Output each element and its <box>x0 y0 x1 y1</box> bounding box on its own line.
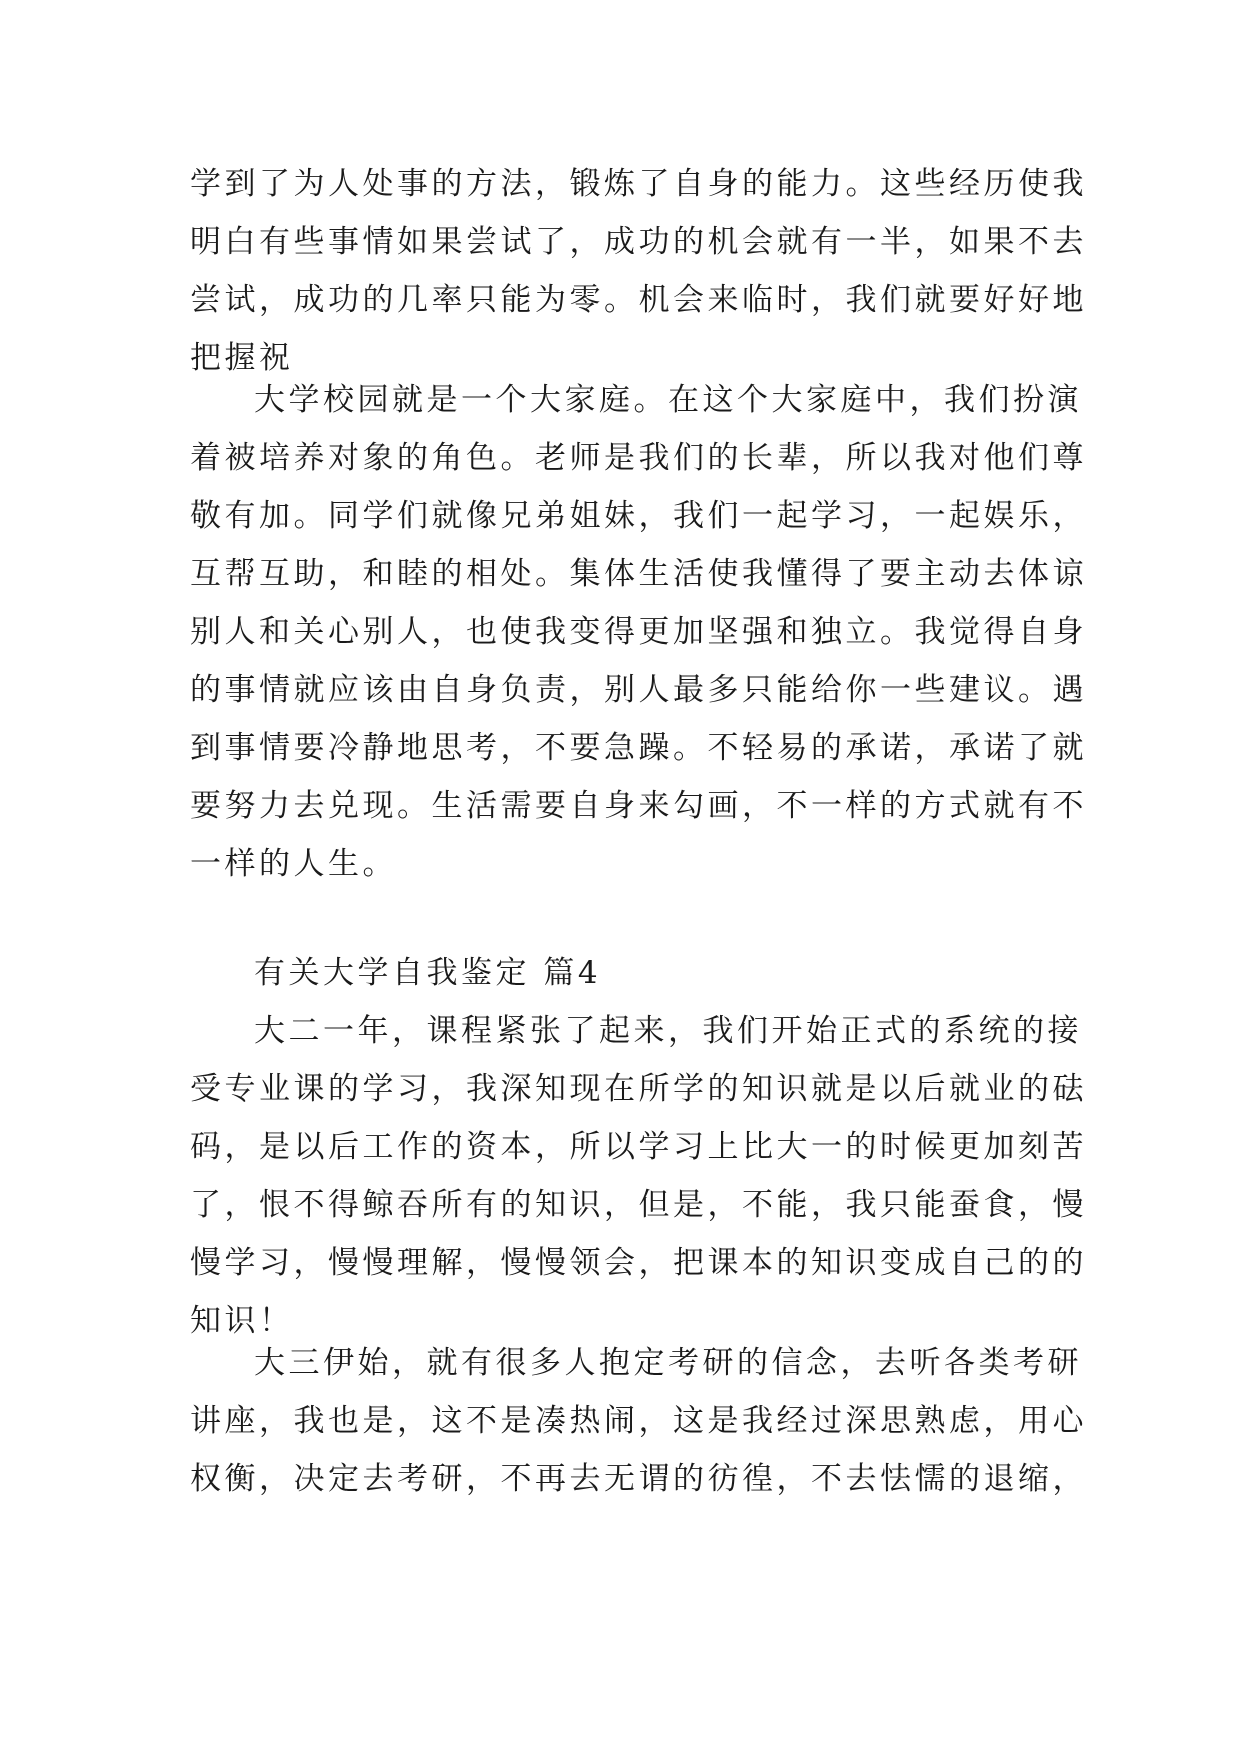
paragraph-campus-life <box>190 371 1087 893</box>
paragraph-line: 学到了为人处事的方法，锻炼了自身的能力。这些经历使我 <box>190 166 1087 202</box>
paragraph-line: 大三伊始，就有很多人抱定考研的信念，去听各类考研 <box>254 1345 1082 1381</box>
paragraph-line: 别人和关心别人，也使我变得更加坚强和独立。我觉得自身 <box>190 614 1087 650</box>
paragraph-line: 知识！ <box>190 1303 294 1339</box>
paragraph-line: 慢学习，慢慢理解，慢慢领会，把课本的知识变成自己的的 <box>190 1245 1087 1281</box>
section-heading: 有关大学自我鉴定 篇4 <box>254 955 602 991</box>
paragraph-sophomore-year <box>190 1002 1087 1350</box>
paragraph-line: 敬有加。同学们就像兄弟姐妹，我们一起学习，一起娱乐， <box>190 498 1087 534</box>
paragraph-line: 的事情就应该由自身负责，别人最多只能给你一些建议。遇 <box>190 672 1087 708</box>
paragraph-junior-year <box>190 1334 1087 1508</box>
paragraph-line: 明白有些事情如果尝试了，成功的机会就有一半，如果不去 <box>190 224 1087 260</box>
paragraph-line: 要努力去兑现。生活需要自身来勾画，不一样的方式就有不 <box>190 788 1087 824</box>
paragraph-line: 着被培养对象的角色。老师是我们的长辈，所以我对他们尊 <box>190 440 1087 476</box>
paragraph-line: 大二一年，课程紧张了起来，我们开始正式的系统的接 <box>254 1013 1082 1049</box>
paragraph-line: 大学校园就是一个大家庭。在这个大家庭中，我们扮演 <box>254 382 1082 418</box>
paragraph-line: 讲座，我也是，这不是凑热闹，这是我经过深思熟虑，用心 <box>190 1403 1087 1439</box>
paragraph-line: 把握祝 <box>190 340 294 376</box>
paragraph-line: 受专业课的学习，我深知现在所学的知识就是以后就业的砝 <box>190 1071 1087 1107</box>
paragraph-line: 到事情要冷静地思考，不要急躁。不轻易的承诺，承诺了就 <box>190 730 1087 766</box>
paragraph-line: 码，是以后工作的资本，所以学习上比大一的时候更加刻苦 <box>190 1129 1087 1165</box>
paragraph-continued <box>190 155 1087 387</box>
paragraph-line: 了，恨不得鲸吞所有的知识，但是，不能，我只能蚕食，慢 <box>190 1187 1087 1223</box>
paragraph-line: 互帮互助，和睦的相处。集体生活使我懂得了要主动去体谅 <box>190 556 1087 592</box>
paragraph-line: 尝试，成功的几率只能为零。机会来临时，我们就要好好地 <box>190 282 1087 318</box>
paragraph-line: 一样的人生。 <box>190 846 397 882</box>
paragraph-line: 权衡，决定去考研，不再去无谓的彷徨，不去怯懦的退缩， <box>190 1461 1087 1497</box>
